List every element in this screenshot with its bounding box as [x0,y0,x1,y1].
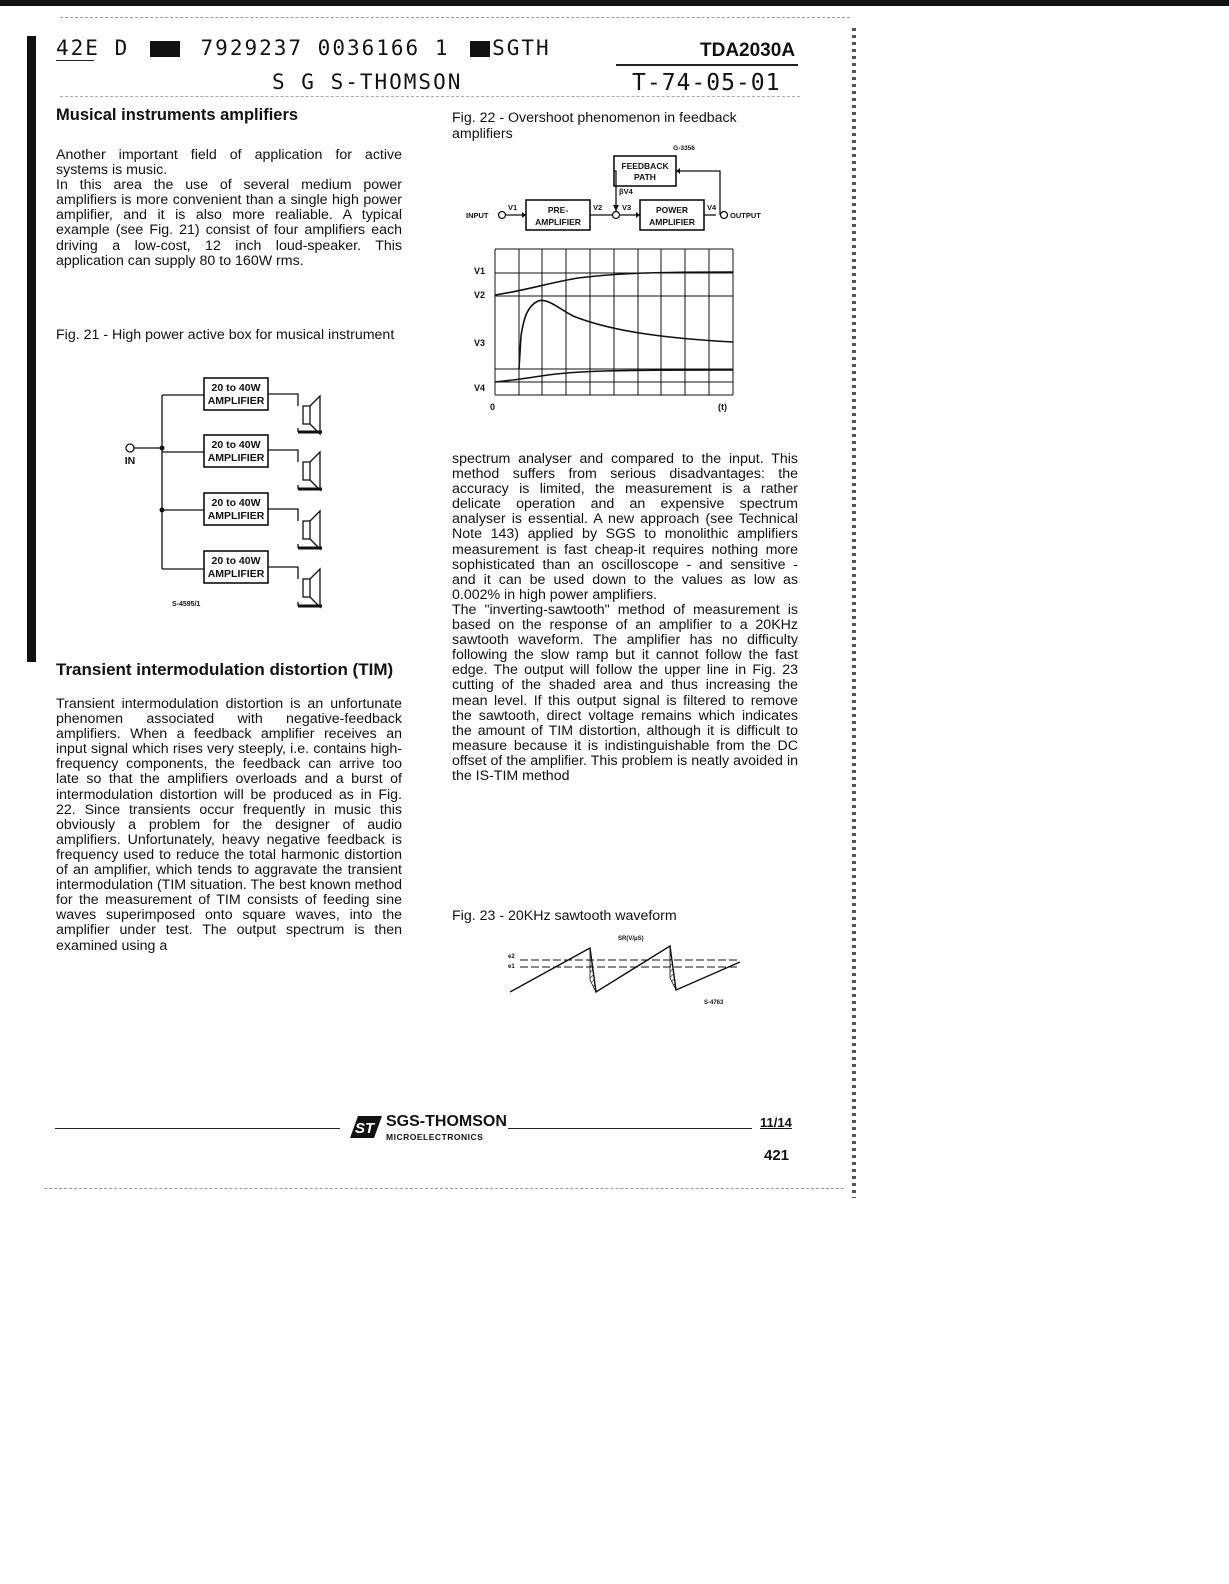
fig22-block-diagram [462,142,792,242]
header-code-left: 42E D [56,36,130,60]
output-terminal [721,212,728,219]
fig23-caption: Fig. 23 - 20KHz sawtooth waveform [452,908,677,924]
paragraph: spectrum analyser and compared to the input. This method suffers from serious disadvantages: the accuracy is limited, the measurement is a rather delicate operation and an expensive spectrum analyser is essential. A new approach (see Technical Note 143) applied by SGS to monolithic amplifiers measurement is fast cheap-it requires nothing more sophisticated than an oscilloscope - and sensitive - and it can be used down to the values as low as 0.002% in high power amplifiers. [452,451,798,603]
sr-label: SR(V/μS) [618,936,644,942]
x-label-start: 0 [490,402,496,412]
paragraph: Transient intermodulation distortion is an unfortunate phenomen associated with negative-feedback amplifiers. When a feedback amplifier receives an input signal which rises very steeply, i.e. contains high-frequency components, the feedback can arrive too late so that the amplifiers overloads and a burst of intermodulation distortion will be produced as in Fig. 22. Since transients occur frequently in music this obviously a problem for the designer of audio amplifiers. Unfortunately, heavy negative feedback is frequency used to reduce the total harmonic distortion of an amplifier, which tends to aggravate the transient intermodulation (TIM situation. The best known method for the measurement of TIM consists of feeding sine waves superimposed onto square waves, into the amplifier under test. The output spectrum is then examined using a [56,696,402,954]
poweramp-label: POWER [655,205,689,215]
page-number: 421 [764,1147,790,1164]
fig23-code: S-4763 [704,1000,724,1006]
amp-label-power: 20 to 40W [211,555,261,567]
redacted-block [150,41,180,57]
footer-logo-sub: MICROELECTRONICS [386,1132,484,1142]
node-v3: V3 [622,203,632,212]
scan-dashed-line [60,17,850,18]
header-code-right: SGTH [492,36,551,60]
footer-rule-right [508,1128,752,1129]
company-name: S G S-THOMSON [272,70,463,94]
sawtooth-line [510,946,740,992]
page-reference: 11/14 [760,1115,792,1130]
section-title-musical: Musical instruments amplifiers [56,106,299,124]
amp-label-name: AMPLIFIER [207,568,265,580]
t-code: T-74-05-01 [632,70,781,96]
y-label-v4: V4 [474,383,486,393]
speaker-icon [303,521,310,539]
fig21-caption: Fig. 21 - High power active box for musical instrument [56,327,395,343]
fig21-input-label: IN [124,455,136,467]
amp-label-power: 20 to 40W [211,497,261,509]
input-terminal [499,212,506,219]
feedback-label: PATH [634,172,656,182]
right-column-body [452,452,798,784]
part-number: TDA2030A [700,40,796,61]
paragraph: Another important field of application for active systems is music. [56,147,402,179]
input-terminal [126,444,134,452]
level-e1: e1 [508,964,515,970]
amp-label-power: 20 to 40W [211,382,261,394]
footer-logo-name: SGS-THOMSON [386,1113,507,1130]
st-logo-icon [344,1114,384,1140]
fig22-output-label: OUTPUT [730,211,761,220]
svg-text:ST: ST [355,1120,375,1137]
section-tim-body [56,697,402,954]
speaker-icon [303,406,310,424]
scan-top-border [0,0,1229,6]
feedback-label: FEEDBACK [621,161,669,171]
summing-node [613,212,620,219]
paragraph: The "inverting-sawtooth" method of measurement is based on the response of an amplifier to a 20KHz sawtooth waveform. The amplifier has no difficulty following the slow ramp but it cannot follow the fast edge. The output will follow the upper line in Fig. 23 cutting of the shaded area and thus increasing the mean level. If this output signal is filtered to remove the sawtooth, direct voltage remains which indicates the amount of TIM distortion, although it is difficult to measure because it is indistinguishable from the DC offset of the amplifier. This problem is neatly avoided in the IS-TIM method [452,601,798,784]
fig21-diagram [110,368,350,618]
fig21-code: S-4595/1 [172,601,201,608]
amp-label-name: AMPLIFIER [207,510,265,522]
amp-label-name: AMPLIFIER [207,395,265,407]
node-v2: V2 [593,203,603,212]
fig22-code: G-3356 [673,145,695,152]
preamp-label: PRE- [547,205,569,215]
fig22-timing-graph [468,246,778,422]
scan-dashed-line [44,1188,844,1189]
y-label-v3: V3 [474,338,486,348]
node-v4: V4 [707,203,717,212]
scan-left-bar [27,36,36,662]
amp-label-power: 20 to 40W [211,439,261,451]
fig23-sawtooth [500,932,750,1018]
poweramp-label: AMPLIFIER [649,217,695,227]
curve-v3 [519,300,733,369]
y-label-v1: V1 [474,266,486,276]
section-musical-body [56,148,402,269]
paragraph: In this area the use of several medium power amplifiers is more convenient than a single high power amplifier, and it is also more realiable. A typical example (see Fig. 21) consist of four amplifiers each driving a low-cost, 12 inch loud-speaker. This application can supply 80 to 160W rms. [56,177,402,269]
node-bv4: βV4 [619,187,633,196]
speaker-icon [303,579,310,597]
header-rule [56,60,94,61]
speaker-icon [303,462,310,480]
header-code-middle: 7929237 0036166 1 [200,36,450,60]
footer-rule-left [55,1128,340,1129]
node-v1: V1 [508,203,518,212]
redacted-block [470,41,490,57]
scan-right-edge [852,28,856,1198]
header-codes [56,36,551,60]
x-label-end: (t) [718,402,727,412]
section-title-tim: Transient intermodulation distortion (TIM) [56,660,394,679]
level-e2: e2 [508,954,515,960]
y-label-v2: V2 [474,290,486,300]
preamp-label: AMPLIFIER [535,217,581,227]
fig22-caption: Fig. 22 - Overshoot phenomenon in feedback amplifiers [452,110,737,142]
fig22-input-label: INPUT [466,211,489,220]
amp-label-name: AMPLIFIER [207,452,265,464]
scan-dashed-line [60,96,800,97]
part-number-rule [616,64,798,66]
